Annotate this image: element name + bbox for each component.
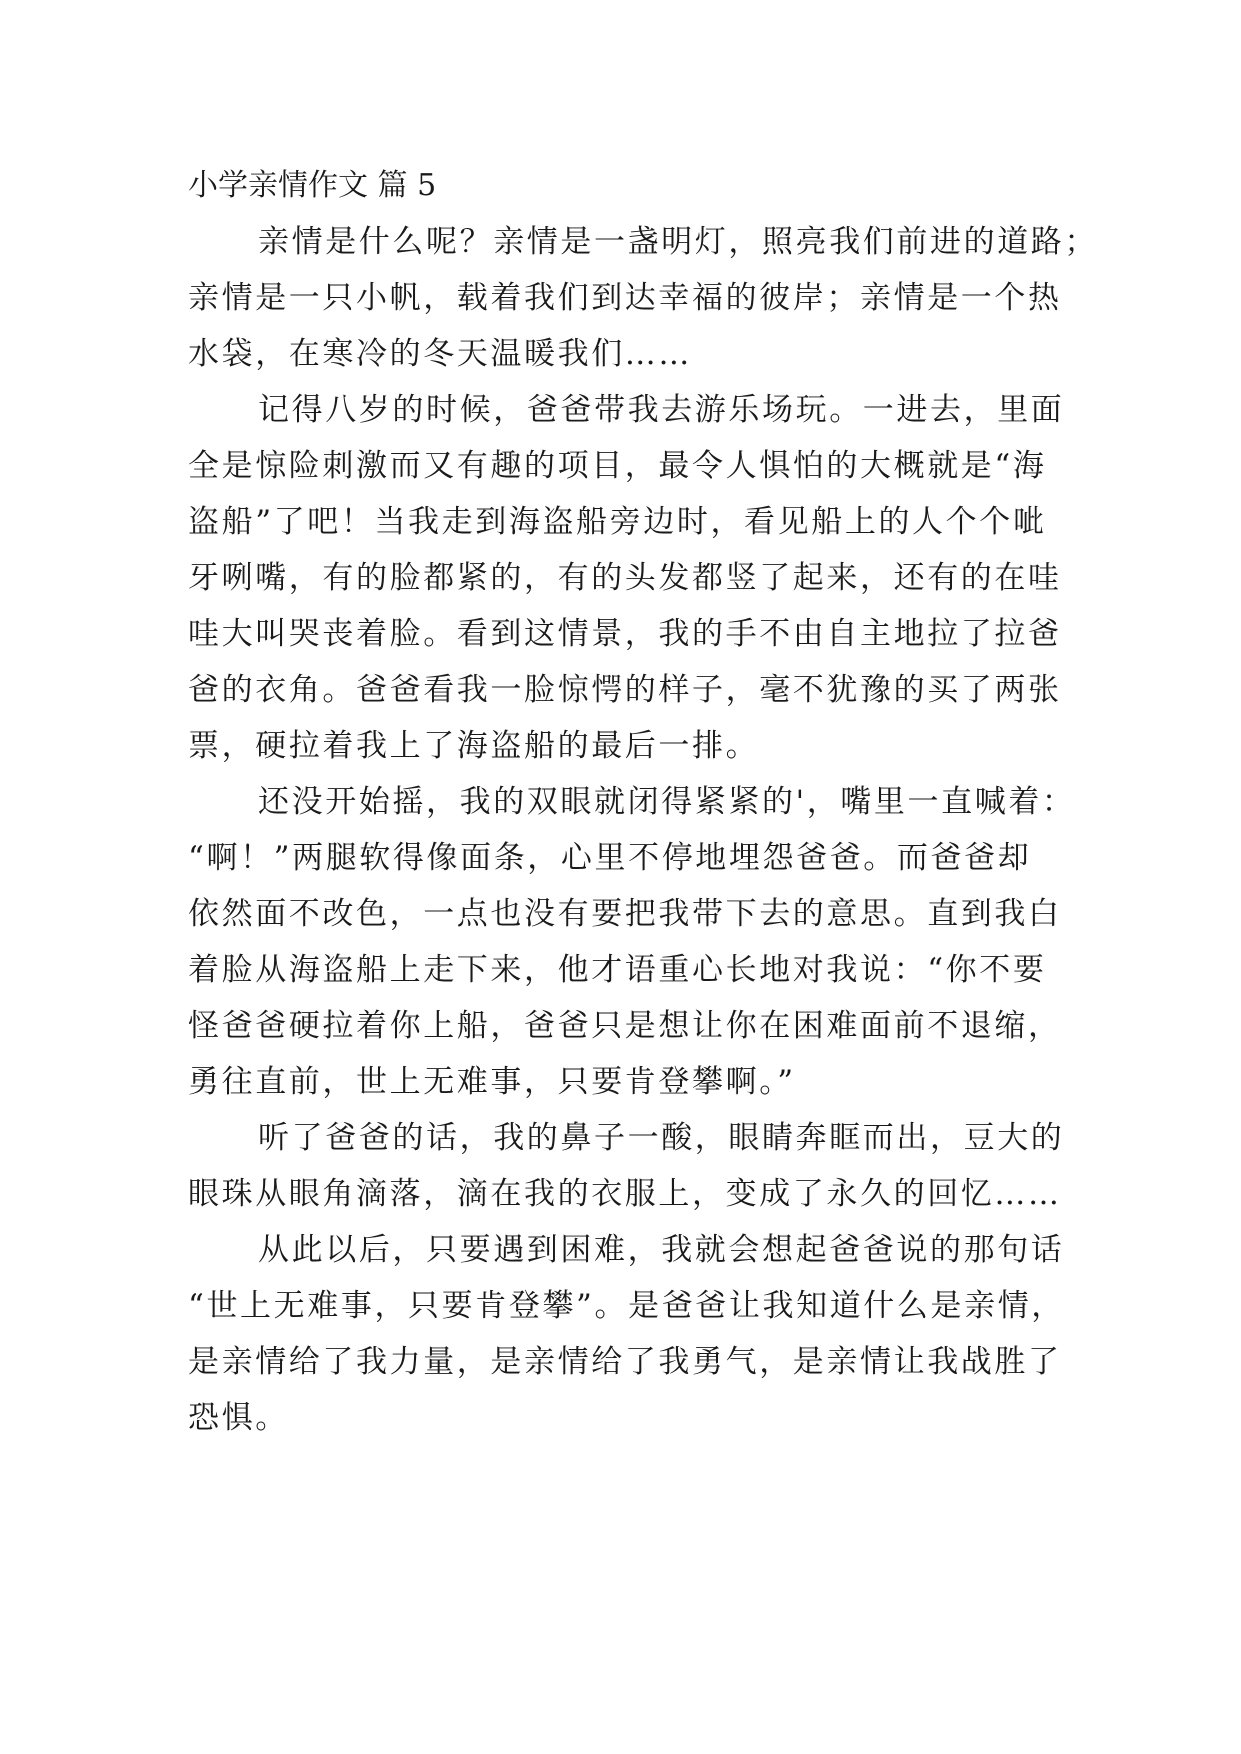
text-line: 爸的衣角。爸爸看我一脸惊愕的样子，毫不犹豫的买了两张: [188, 672, 1062, 708]
text-line: 牙咧嘴，有的脸都紧的，有的头发都竖了起来，还有的在哇: [188, 560, 1062, 596]
text-line: 勇往直前，世上无难事，只要肯登攀啊。”: [188, 1064, 796, 1100]
text-line: 眼珠从眼角滴落，滴在我的衣服上，变成了永久的回忆……: [188, 1176, 1062, 1212]
text-line: 听了爸爸的话，我的鼻子一酸，眼睛奔眶而出，豆大的: [258, 1120, 1065, 1156]
text-line: 亲情是什么呢？亲情是一盏明灯，照亮我们前进的道路；: [258, 224, 1098, 260]
text-line: 票，硬拉着我上了海盗船的最后一排。: [188, 728, 760, 764]
text-line: 还没开始摇，我的双眼就闭得紧紧的'，嘴里一直喊着：: [258, 784, 1076, 820]
document-title: 小学亲情作文 篇 5: [188, 168, 437, 203]
text-line: 从此以后，只要遇到困难，我就会想起爸爸说的那句话: [258, 1232, 1065, 1268]
text-line: 着脸从海盗船上走下来，他才语重心长地对我说：“你不要: [188, 952, 1047, 988]
text-line: 盗船”了吧！当我走到海盗船旁边时，看见船上的人个个呲: [188, 504, 1047, 540]
text-line: 依然面不改色，一点也没有要把我带下去的意思。直到我白: [188, 896, 1062, 932]
text-line: “世上无难事，只要肯登攀”。是爸爸让我知道什么是亲情，: [188, 1288, 1065, 1324]
text-line: 全是惊险刺激而又有趣的项目，最令人惧怕的大概就是“海: [188, 448, 1047, 484]
text-line: 怪爸爸硬拉着你上船，爸爸只是想让你在困难面前不退缩，: [188, 1008, 1062, 1044]
text-line: 恐惧。: [188, 1400, 289, 1436]
text-line: 哇大叫哭丧着脸。看到这情景，我的手不由自主地拉了拉爸: [188, 616, 1062, 652]
text-line: 是亲情给了我力量，是亲情给了我勇气，是亲情让我战胜了: [188, 1344, 1062, 1380]
text-line: 水袋，在寒冷的冬天温暖我们……: [188, 336, 692, 372]
text-line: 记得八岁的时候，爸爸带我去游乐场玩。一进去，里面: [258, 392, 1065, 428]
text-line: “啊！”两腿软得像面条，心里不停地埋怨爸爸。而爸爸却: [188, 840, 1032, 876]
text-line: 亲情是一只小帆，载着我们到达幸福的彼岸；亲情是一个热: [188, 280, 1062, 316]
